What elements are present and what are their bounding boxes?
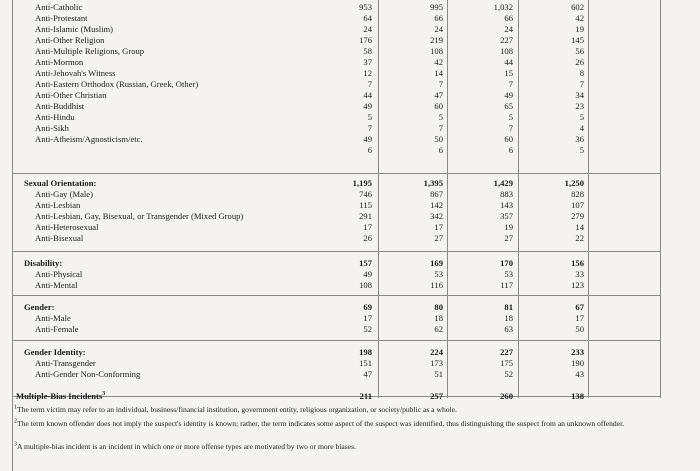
cell-value: 37 xyxy=(363,57,372,67)
cell-value: 867 xyxy=(430,189,443,199)
multiple-bias-value: 260 xyxy=(500,391,513,401)
cell-value: 342 xyxy=(430,211,443,221)
cell-value: 7 xyxy=(438,79,443,89)
cell-value: 52 xyxy=(363,324,372,334)
row-label: Anti-Eastern Orthodox (Russian, Greek, Other) xyxy=(35,79,199,89)
cell-value: 6 xyxy=(438,145,443,155)
section-heading: Gender Identity: xyxy=(24,347,86,357)
cell-value: 123 xyxy=(571,280,584,290)
cell-value: 50 xyxy=(434,134,443,144)
row-label: Anti-Sikh xyxy=(35,123,69,133)
footnote-marker: 1 xyxy=(14,404,17,411)
footnote-marker: 3 xyxy=(14,441,17,448)
cell-value: 12 xyxy=(363,68,372,78)
cell-value: 746 xyxy=(359,189,372,199)
cell-value: 1,032 xyxy=(493,2,513,12)
cell-value: 145 xyxy=(571,35,584,45)
row-divider xyxy=(12,173,660,174)
cell-value: 66 xyxy=(504,13,513,23)
cell-value: 23 xyxy=(575,101,584,111)
cell-value: 17 xyxy=(363,313,372,323)
cell-value: 19 xyxy=(575,24,584,34)
cell-value: 953 xyxy=(359,2,372,12)
cell-value: 17 xyxy=(434,222,443,232)
cell-value: 50 xyxy=(575,324,584,334)
cell-value: 5 xyxy=(508,112,513,122)
cell-value: 65 xyxy=(504,101,513,111)
cell-value: 116 xyxy=(430,280,443,290)
row-label: Anti-Protestant xyxy=(35,13,88,23)
section-total-value: 67 xyxy=(575,302,584,312)
cell-value: 52 xyxy=(504,369,513,379)
cell-value: 176 xyxy=(359,35,372,45)
cell-value: 5 xyxy=(579,112,584,122)
section-total-value: 233 xyxy=(571,347,584,357)
row-label: Anti-Lesbian xyxy=(35,200,81,210)
cell-value: 53 xyxy=(434,269,443,279)
table-row xyxy=(0,279,700,292)
section-total-value: 1,195 xyxy=(352,178,372,188)
cell-value: 6 xyxy=(367,145,372,155)
row-label: Anti-Islamic (Muslim) xyxy=(35,24,114,34)
section-total-value: 1,250 xyxy=(564,178,584,188)
section-total-value: 227 xyxy=(500,347,513,357)
section-total-value: 198 xyxy=(359,347,372,357)
row-label: Anti-Other Christian xyxy=(35,90,107,100)
row-label: Anti-Atheism/Agnosticism/etc. xyxy=(35,134,143,144)
cell-value: 175 xyxy=(500,358,513,368)
cell-value: 883 xyxy=(500,189,513,199)
cell-value: 5 xyxy=(367,112,372,122)
section-total-value: 156 xyxy=(571,258,584,268)
multiple-bias-value: 257 xyxy=(430,391,443,401)
row-label: Anti-Mental xyxy=(35,280,78,290)
cell-value: 64 xyxy=(363,13,372,23)
section-total-value: 224 xyxy=(430,347,443,357)
cell-value: 8 xyxy=(579,68,584,78)
cell-value: 62 xyxy=(434,324,443,334)
cell-value: 117 xyxy=(500,280,513,290)
cell-value: 18 xyxy=(504,313,513,323)
cell-value: 15 xyxy=(504,68,513,78)
cell-value: 173 xyxy=(430,358,443,368)
cell-value: 27 xyxy=(504,233,513,243)
section-total-value: 1,429 xyxy=(493,178,513,188)
cell-value: 828 xyxy=(571,189,584,199)
cell-value: 7 xyxy=(508,79,513,89)
row-label: Anti-Bisexual xyxy=(35,233,84,243)
footnote-body: The term victim may refer to an individual, business/financial institution, government entity, religious organization, or society/public as a whole. xyxy=(17,405,457,414)
cell-value: 7 xyxy=(367,79,372,89)
multiple-bias-label: Multiple-Bias Incidents$^3$ xyxy=(16,391,106,401)
row-label: Anti-Lesbian, Gay, Bisexual, or Transgender (Mixed Group) xyxy=(35,211,244,221)
cell-value: 60 xyxy=(504,134,513,144)
footnote-body: A multiple-bias incident is an incident in which one or more offense types are motivated by two or more biases. xyxy=(17,442,356,451)
cell-value: 24 xyxy=(434,24,443,34)
cell-value: 49 xyxy=(363,101,372,111)
cell-value: 44 xyxy=(363,90,372,100)
section-total-value: 170 xyxy=(500,258,513,268)
cell-value: 36 xyxy=(575,134,584,144)
table-row xyxy=(0,232,700,245)
section-total-value: 169 xyxy=(430,258,443,268)
cell-value: 44 xyxy=(504,57,513,67)
row-divider xyxy=(12,340,660,341)
footnote-marker: 2 xyxy=(14,418,17,425)
cell-value: 34 xyxy=(575,90,584,100)
cell-value: 279 xyxy=(571,211,584,221)
cell-value: 108 xyxy=(430,46,443,56)
cell-value: 49 xyxy=(504,90,513,100)
cell-value: 49 xyxy=(363,269,372,279)
cell-value: 26 xyxy=(575,57,584,67)
cell-value: 17 xyxy=(575,313,584,323)
cell-value: 18 xyxy=(434,313,443,323)
footnote-text xyxy=(14,419,690,429)
cell-value: 58 xyxy=(363,46,372,56)
cell-value: 66 xyxy=(434,13,443,23)
cell-value: 602 xyxy=(571,2,584,12)
cell-value: 108 xyxy=(500,46,513,56)
row-label: Anti-Female xyxy=(35,324,79,334)
section-heading: Sexual Orientation: xyxy=(24,178,97,188)
cell-value: 56 xyxy=(575,46,584,56)
cell-value: 219 xyxy=(430,35,443,45)
cell-value: 142 xyxy=(430,200,443,210)
cell-value: 995 xyxy=(430,2,443,12)
cell-value: 47 xyxy=(363,369,372,379)
cell-value: 33 xyxy=(575,269,584,279)
cell-value: 63 xyxy=(504,324,513,334)
footnote-text xyxy=(14,405,690,415)
multiple-bias-row xyxy=(0,390,700,403)
cell-value: 51 xyxy=(434,369,443,379)
cell-value: 42 xyxy=(575,13,584,23)
row-label: Anti-Heterosexual xyxy=(35,222,99,232)
cell-value: 7 xyxy=(579,79,584,89)
row-label: Anti-Hindu xyxy=(35,112,75,122)
section-total-value: 81 xyxy=(504,302,513,312)
cell-value: 6 xyxy=(508,145,513,155)
cell-value: 43 xyxy=(575,369,584,379)
cell-value: 47 xyxy=(434,90,443,100)
row-label: Anti-Male xyxy=(35,313,71,323)
cell-value: 5 xyxy=(579,145,584,155)
row-label: Anti-Buddhist xyxy=(35,101,85,111)
row-label: Anti-Catholic xyxy=(35,2,83,12)
section-heading: Disability: xyxy=(24,258,63,268)
table-row xyxy=(0,368,700,381)
cell-value: 108 xyxy=(359,280,372,290)
row-label: Anti-Physical xyxy=(35,269,83,279)
cell-value: 5 xyxy=(438,112,443,122)
row-label: Anti-Jehovah's Witness xyxy=(35,68,116,78)
cell-value: 17 xyxy=(363,222,372,232)
cell-value: 60 xyxy=(434,101,443,111)
cell-value: 14 xyxy=(575,222,584,232)
cell-value: 42 xyxy=(434,57,443,67)
cell-value: 190 xyxy=(571,358,584,368)
cell-value: 227 xyxy=(500,35,513,45)
section-heading: Gender: xyxy=(24,302,55,312)
footnote-text xyxy=(14,442,690,452)
cell-value: 291 xyxy=(359,211,372,221)
cell-value: 22 xyxy=(575,233,584,243)
section-total-value: 80 xyxy=(434,302,443,312)
cell-value: 19 xyxy=(504,222,513,232)
footnote-body: The term known offender does not imply the suspect's identity is known; rather, the term indicates some aspect of the suspect was identified, thus distinguishing the suspect from an unknown offender. xyxy=(17,419,625,428)
row-label: Anti-Transgender xyxy=(35,358,96,368)
cell-value: 4 xyxy=(579,123,584,133)
cell-value: 357 xyxy=(500,211,513,221)
table-row xyxy=(0,323,700,336)
cell-value: 24 xyxy=(504,24,513,34)
cell-value: 53 xyxy=(504,269,513,279)
row-label: Anti-Gay (Male) xyxy=(35,189,93,199)
cell-value: 49 xyxy=(363,134,372,144)
cell-value: 7 xyxy=(438,123,443,133)
cell-value: 7 xyxy=(367,123,372,133)
cell-value: 14 xyxy=(434,68,443,78)
section-total-value: 1,395 xyxy=(423,178,443,188)
cell-value: 7 xyxy=(508,123,513,133)
row-divider xyxy=(12,295,660,296)
section-total-value: 157 xyxy=(359,258,372,268)
cell-value: 27 xyxy=(434,233,443,243)
multiple-bias-value: 211 xyxy=(359,391,372,401)
row-label: Anti-Gender Non-Conforming xyxy=(35,369,141,379)
cell-value: 151 xyxy=(359,358,372,368)
footnote-marker: 3 xyxy=(102,391,106,398)
cell-value: 26 xyxy=(363,233,372,243)
cell-value: 24 xyxy=(363,24,372,34)
cell-value: 107 xyxy=(571,200,584,210)
row-divider xyxy=(12,251,660,252)
row-label: Anti-Multiple Religions, Group xyxy=(35,46,145,56)
row-label: Anti-Mormon xyxy=(35,57,84,67)
row-label: Anti-Other Religion xyxy=(35,35,105,45)
section-total-value: 69 xyxy=(363,302,372,312)
table-row xyxy=(0,144,700,157)
cell-value: 115 xyxy=(359,200,372,210)
multiple-bias-value: 138 xyxy=(571,391,584,401)
cell-value: 143 xyxy=(500,200,513,210)
